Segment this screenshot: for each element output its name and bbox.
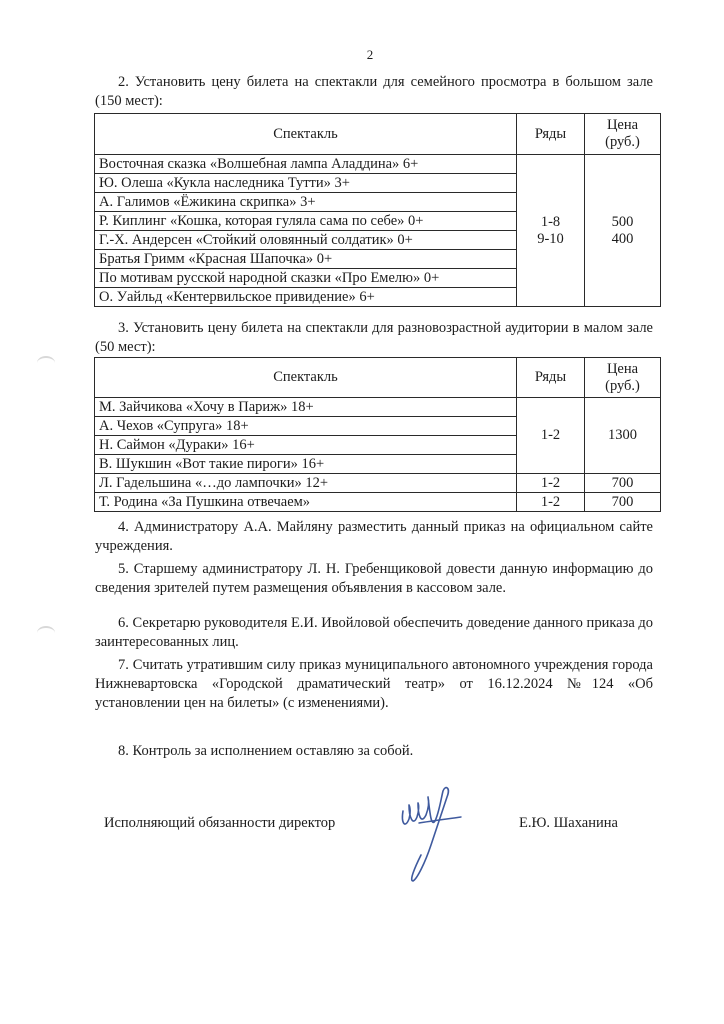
header-play: Спектакль: [95, 358, 517, 398]
price-value: 500 400: [585, 155, 661, 307]
punch-hole-mark: [37, 356, 55, 370]
play-title: О. Уайльд «Кентервильское привидение» 6+: [95, 288, 517, 307]
table-header-row: [95, 114, 661, 155]
header-play: Спектакль: [95, 114, 517, 155]
header-rows: Ряды: [517, 358, 585, 398]
handwritten-signature: [395, 783, 470, 883]
header-price: Цена (руб.): [585, 358, 661, 398]
play-title: Г.-Х. Андерсен «Стойкий оловянный солдатик» 0+: [95, 231, 517, 250]
header-rows: Ряды: [517, 114, 585, 155]
signatory-name: Е.Ю. Шаханина: [519, 815, 618, 831]
paragraph-7: 7. Считать утратившим силу приказ муниципального автономного учреждения города Нижневартовска «Городской драматический театр» от 16.12.2024 №124 «Об установлении цен на билеты» (с изменениями).: [95, 657, 653, 711]
play-title: По мотивам русской народной сказки «Про Емелю» 0+: [95, 269, 517, 288]
play-title: А. Чехов «Супруга» 18+: [95, 417, 517, 436]
price-value: 700: [585, 474, 661, 493]
play-title: А. Галимов «Ёжикина скрипка» 3+: [95, 193, 517, 212]
paragraph-3: 3. Установить цену билета на спектакли для разновозрастной аудитории в малом зале (50 мест):: [95, 320, 653, 355]
table-row: [95, 155, 661, 174]
family-prices-table: [94, 113, 661, 307]
play-title: Р. Киплинг «Кошка, которая гуляла сама по себе» 0+: [95, 212, 517, 231]
play-title: Братья Гримм «Красная Шапочка» 0+: [95, 250, 517, 269]
punch-hole-mark: [37, 626, 55, 640]
rows-value: 1-8 9-10: [517, 155, 585, 307]
paragraph-4: 4. Администратору А.А. Майляну разместить данный приказ на официальном сайте учреждения.: [95, 519, 653, 554]
table-row: [95, 474, 661, 493]
rows-value: 1-2: [517, 474, 585, 493]
header-price: Цена (руб.): [585, 114, 661, 155]
table-header-row: [95, 358, 661, 398]
play-title: Восточная сказка «Волшебная лампа Аладдина» 6+: [95, 155, 517, 174]
page-number: 2: [366, 47, 374, 62]
paragraph-6: 6. Секретарю руководителя Е.И. Ивойловой обеспечить доведение данного приказа до заинтересованных лиц.: [95, 615, 654, 650]
play-title: Ю. Олеша «Кукла наследника Тутти» 3+: [95, 174, 517, 193]
play-title: Т. Родина «За Пушкина отвечаем»: [95, 493, 517, 512]
table-row: [95, 398, 661, 417]
play-title: Н. Саймон «Дураки» 16+: [95, 436, 517, 455]
mixed-audience-prices-table: [94, 357, 661, 512]
price-value: 1300: [585, 398, 661, 474]
play-title: В. Шукшин «Вот такие пироги» 16+: [95, 455, 517, 474]
price-value: 700: [585, 493, 661, 512]
rows-value: 1-2: [517, 398, 585, 474]
rows-value: 1-2: [517, 493, 585, 512]
play-title: М. Зайчикова «Хочу в Париж» 18+: [95, 398, 517, 417]
table-row: [95, 493, 661, 512]
signatory-position: Исполняющий обязанности директор: [104, 815, 336, 831]
paragraph-5: 5. Старшему администратору Л. Н. Гребенщиковой довести данную информацию до сведения зрителей путем размещения объявления в кассовом зале.: [95, 561, 653, 596]
play-title: Л. Гадельшина «…до лампочки» 12+: [95, 474, 517, 493]
paragraph-2: 2. Установить цену билета на спектакли для семейного просмотра в большом зале (150 мест):: [95, 74, 653, 109]
paragraph-8: 8. Контроль за исполнением оставляю за собой.: [118, 743, 414, 759]
